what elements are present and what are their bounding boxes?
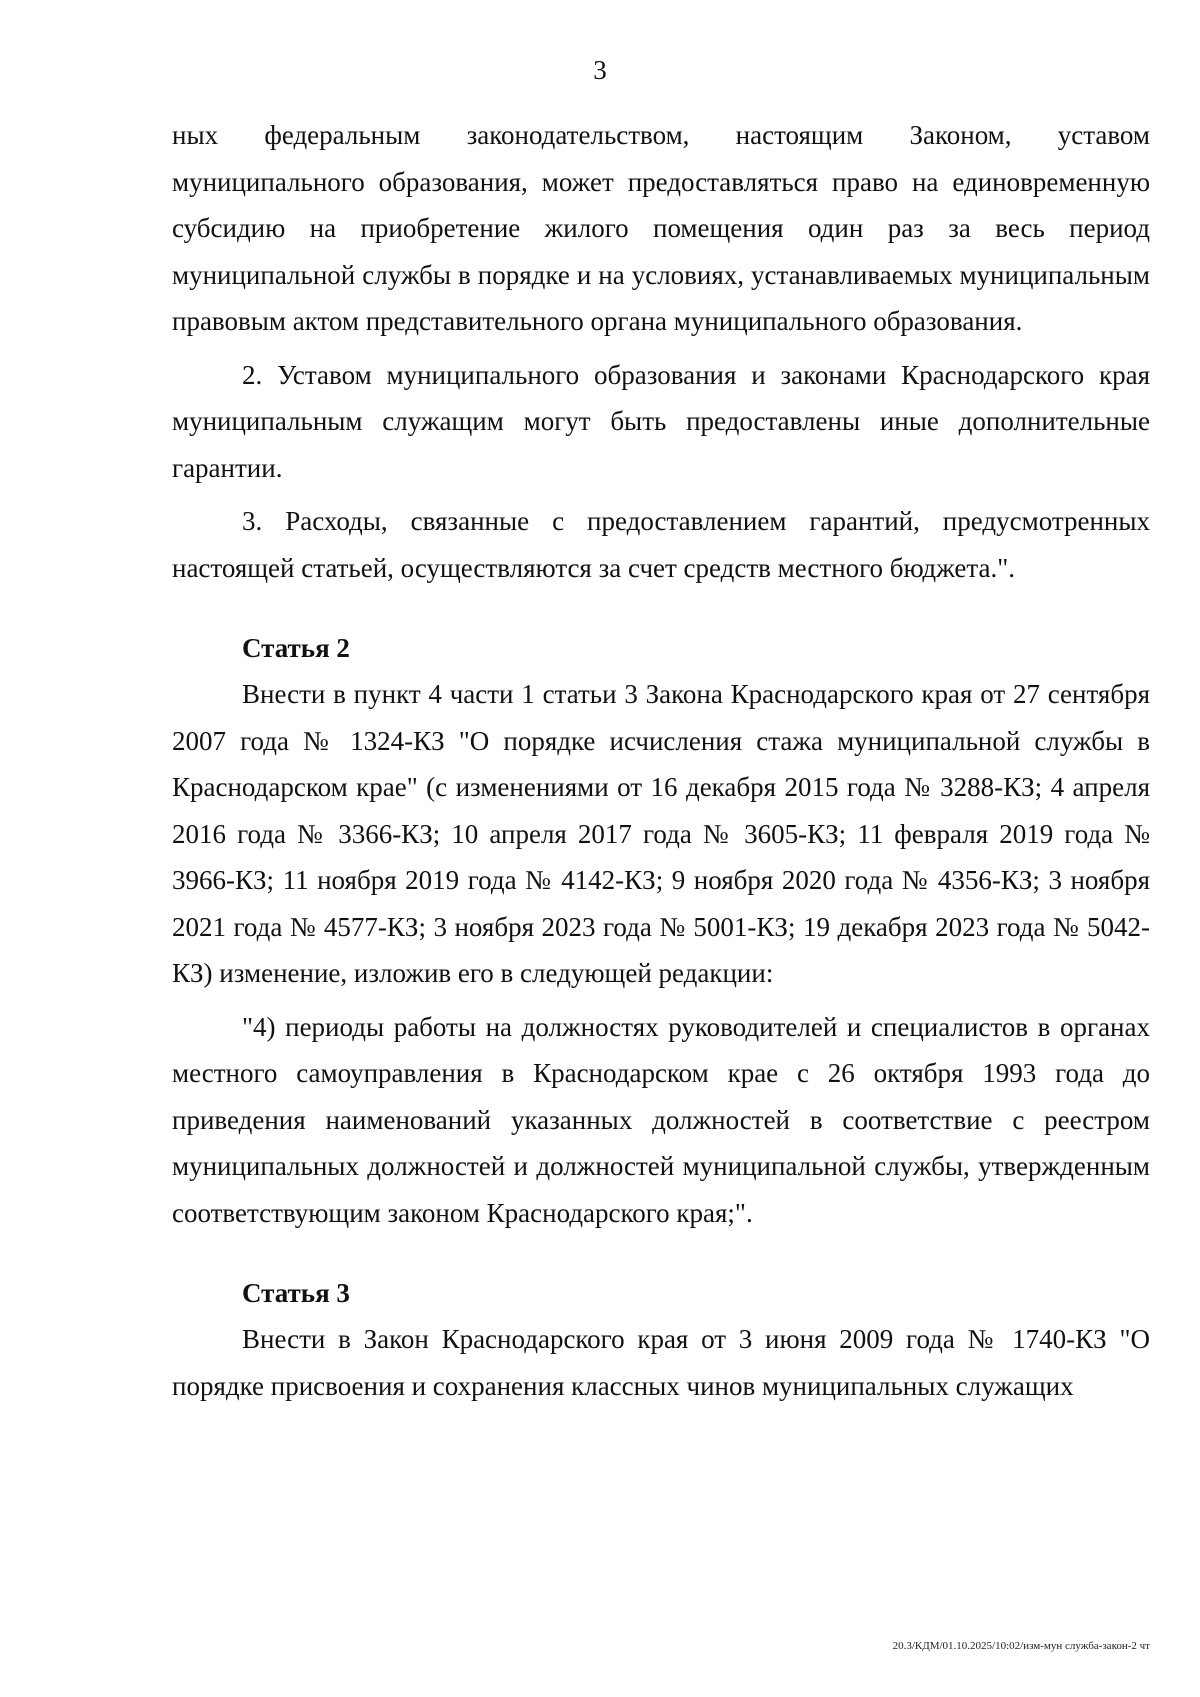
article-2-title: Статья 2: [242, 633, 350, 663]
article-3-paragraph-1: Внести в Закон Краснодарского края от 3 июня 2009 года № 1740-КЗ "О порядке присвоения и сохранения классных чинов муниципальных служащих: [172, 1324, 1150, 1401]
document-body: [172, 112, 1150, 1409]
paragraph-point-2: 2. Уставом муниципального образования и законами Краснодарского края муниципальным служащим могут быть предоставлены иные дополнительные гарантии.: [172, 359, 1150, 483]
article-2-paragraph-1: Внести в пункт 4 части 1 статьи 3 Закона Краснодарского края от 27 сентября 2007 года № 1324-КЗ "О порядке исчисления стажа муниципальной службы в Краснодарском крае" (с изменениями от 16 декабря 2015 года № 3288-КЗ; 4 апреля 2016 года № 3366-КЗ; 10 апреля 2017 года № 3605-КЗ; 11 февраля 2019 года № 3966-КЗ; 11 ноября 2019 года № 4142-КЗ; 9 ноября 2020 года № 4356-КЗ; 3 ноября 2021 года № 4577-КЗ; 3 ноября 2023 года № 5001-КЗ; 19 декабря 2023 года № 5042-КЗ) изменение, изложив его в следующей редакции:: [172, 679, 1150, 988]
article-3-title: Статья 3: [242, 1278, 350, 1308]
paragraph-continuation: ных федеральным законодательством, настоящим Законом, уставом муниципального образования, может предоставляться право на единовременную субсидию на приобретение жилого помещения один раз за весь период муниципальной службы в порядке и на условиях, устанавливаемых муниципальным правовым актом представительного органа муниципального образования.: [172, 120, 1150, 336]
page-number: 3: [593, 55, 607, 85]
article-2-paragraph-2: "4) периоды работы на должностях руководителей и специалистов в органах местного самоуправления в Краснодарском крае с 26 октября 1993 года до приведения наименований указанных должностей в соответствие с реестром муниципальных должностей и должностей муниципальной службы, утвержденным соответствующим законом Краснодарского края;".: [172, 1011, 1150, 1228]
footer-document-code: 20.3/КДМ/01.10.2025/10:02/изм-мун служба-закон-2 чт: [892, 1640, 1150, 1652]
paragraph-point-3: 3. Расходы, связанные с предоставлением гарантий, предусмотренных настоящей статьей, осуществляются за счет средств местного бюджета.".: [172, 506, 1150, 583]
